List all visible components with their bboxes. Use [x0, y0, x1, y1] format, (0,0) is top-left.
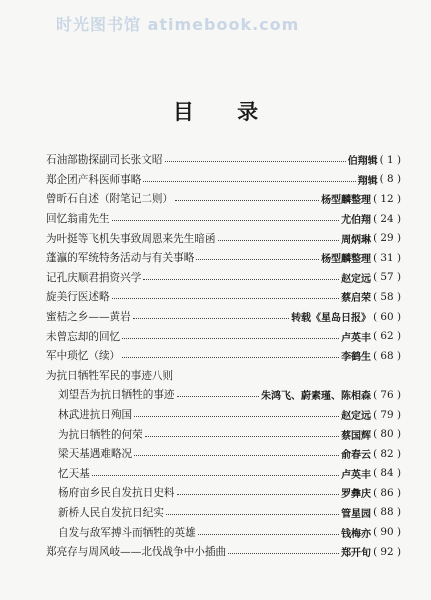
dot-leader	[177, 396, 260, 397]
toc-entry-page: ( 60 )	[373, 310, 401, 323]
dot-leader	[177, 494, 340, 495]
toc-entry-title: 旋美行医述略	[46, 291, 110, 304]
toc-entry	[46, 326, 401, 346]
dot-leader	[228, 553, 339, 554]
dot-leader	[143, 181, 355, 182]
toc-entry-page: ( 8 )	[379, 173, 401, 186]
dot-leader	[198, 534, 339, 535]
toc-entry	[46, 228, 401, 248]
toc-entry-page: ( 31 )	[373, 251, 401, 264]
toc-entry	[46, 405, 401, 425]
toc-entry-title: 为抗日牺牲的何荣	[58, 428, 143, 441]
toc-entry-title: 为叶挺等飞机失事致周恩来先生暗函	[46, 232, 216, 245]
dot-leader	[218, 240, 340, 241]
toc-entry-author: 杨型麟整理	[321, 195, 372, 207]
dot-leader	[134, 416, 339, 417]
toc-entry-page: ( 92 )	[373, 545, 401, 558]
toc-entry	[46, 307, 401, 327]
toc-entry-title: 梁天基遇难略况	[58, 448, 133, 461]
toc-entry-title: 自发与敌军搏斗而牺牲的英雄	[58, 526, 196, 539]
toc-entry-author: 罗彝庆	[341, 489, 372, 501]
dot-leader	[165, 161, 346, 162]
toc-entry-title: 回忆翁甫先生	[46, 213, 110, 226]
toc-entry	[46, 522, 401, 542]
dot-leader	[134, 455, 339, 456]
toc-entry	[46, 170, 401, 190]
toc-entry-page: ( 79 )	[373, 408, 401, 421]
toc-entry	[46, 483, 401, 503]
toc-entry-title: 为抗日牺牲军民的事迹八则	[46, 369, 174, 382]
toc-entry-author: 卢英丰	[341, 469, 372, 481]
toc-entry-title: 郑亮存与周风岐——北伐战争中小插曲	[46, 546, 227, 559]
dot-leader	[175, 200, 319, 201]
toc-entry-page: ( 29 )	[373, 232, 401, 245]
toc-entry-title: 军中琐忆（续）	[46, 350, 121, 363]
toc-entry-page: ( 12 )	[373, 192, 401, 205]
toc-entry-page: ( 68 )	[373, 349, 401, 362]
toc-entry	[46, 189, 401, 209]
toc-entry	[46, 287, 401, 307]
toc-entry-author: 朱鸿飞、蔚素瑾、陈相森	[261, 391, 372, 403]
toc-entry-page: ( 76 )	[373, 388, 401, 401]
toc-entry-title: 新桥人民自发抗日纪实	[58, 506, 164, 519]
toc-entry-author: 尤伯翔	[341, 215, 372, 227]
dot-leader	[112, 298, 340, 299]
page-title: 目 录	[172, 99, 277, 124]
dot-leader	[112, 220, 340, 221]
toc-entry-page: ( 62 )	[373, 330, 401, 343]
toc-entry-author: 蔡国辉	[341, 430, 372, 442]
dot-leader	[122, 338, 339, 339]
toc-entry-title: 蓬瀛的军统特务活动与有关事略	[46, 252, 195, 265]
toc-entry-page: ( 58 )	[373, 290, 401, 303]
toc-entry-page: ( 1 )	[379, 153, 401, 166]
watermark: 时光图书馆 atimebook.com	[56, 15, 300, 34]
toc-entry	[46, 248, 401, 268]
toc-entry	[46, 366, 401, 386]
toc-entry-author: 赵定远	[341, 273, 372, 285]
toc-entry-author: 管星园	[341, 508, 372, 520]
toc-entry-author: 蔡启荣	[341, 293, 372, 305]
dot-leader	[122, 357, 339, 358]
toc-entry-title: 曾昕石自述（附笔记二则）	[46, 193, 174, 206]
toc-entry-page: ( 86 )	[373, 486, 401, 499]
toc-entry-page: ( 90 )	[373, 526, 401, 539]
toc-entry	[46, 464, 401, 484]
toc-entry-author: 钱梅亦	[341, 528, 372, 540]
table-of-contents	[46, 150, 401, 561]
toc-entry-author: 卢英丰	[341, 332, 372, 344]
toc-entry-author: 赵定远	[341, 411, 372, 423]
toc-entry	[46, 268, 401, 288]
toc-entry	[46, 503, 401, 523]
toc-entry-title: 林武进抗日殉国	[58, 409, 133, 422]
toc-entry-title: 记孔庆顺君捐资兴学	[46, 271, 142, 284]
toc-entry-page: ( 80 )	[373, 428, 401, 441]
toc-entry-page: ( 84 )	[373, 467, 401, 480]
toc-entry	[46, 385, 401, 405]
dot-leader	[92, 475, 339, 476]
toc-entry-page: ( 82 )	[373, 447, 401, 460]
toc-entry	[46, 150, 401, 170]
toc-entry-author: 杨型麟整理	[321, 254, 372, 266]
toc-entry	[46, 444, 401, 464]
toc-entry-page: ( 88 )	[373, 506, 401, 519]
toc-entry	[46, 346, 401, 366]
toc-entry-author: 伯翔辑	[347, 156, 378, 168]
toc-entry-title: 未曾忘却的回忆	[46, 330, 121, 343]
toc-entry-title: 石油部勘探副司长张文昭	[46, 154, 163, 167]
toc-entry-title: 忆天基	[58, 467, 90, 480]
dot-leader	[166, 514, 339, 515]
toc-entry	[46, 542, 401, 562]
toc-entry-title: 刘望吾为抗日牺牲的事迹	[58, 389, 175, 402]
toc-entry	[46, 424, 401, 444]
toc-entry-title: 蜜桔之乡——黄岩	[46, 311, 131, 324]
dot-leader	[133, 318, 289, 319]
toc-entry-page: ( 57 )	[373, 271, 401, 284]
toc-entry	[46, 209, 401, 229]
toc-entry-title: 郑企团产科医师事略	[46, 173, 142, 186]
toc-entry-author: 郑开旬	[341, 548, 372, 560]
toc-entry-author: 转载《星岛日报》	[291, 313, 372, 325]
dot-leader	[145, 436, 339, 437]
toc-entry-title: 杨府亩乡民自发抗日史料	[58, 487, 175, 500]
dot-leader	[143, 279, 339, 280]
toc-entry-author: 周炳琳	[341, 234, 372, 246]
toc-entry-author: 李鹤生	[341, 352, 372, 364]
dot-leader	[196, 259, 319, 260]
toc-entry-page: ( 24 )	[373, 212, 401, 225]
toc-entry-author: 翔辑	[357, 175, 378, 187]
toc-entry-author: 俞春云	[341, 450, 372, 462]
